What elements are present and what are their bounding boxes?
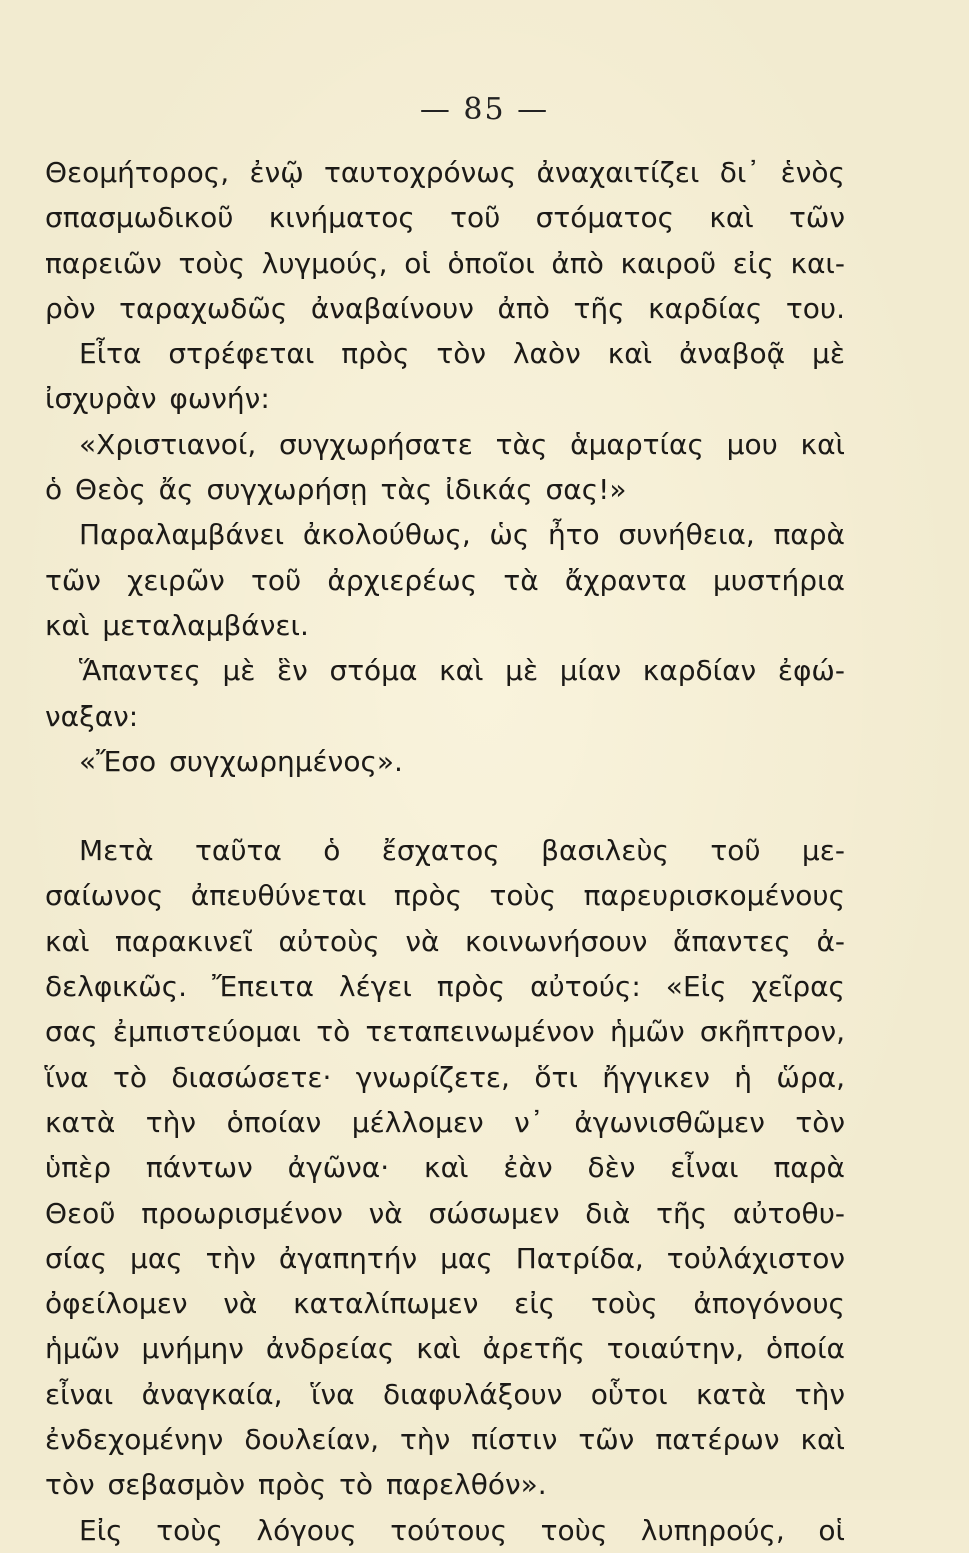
- text-line: σπασμωδικοῦ κινήματος τοῦ στόματος καὶ τῶν: [45, 201, 845, 235]
- text-line: καὶ μεταλαμβάνει.: [45, 608, 309, 642]
- text-line: σαίωνος ἀπευθύνεται πρὸς τοὺς παρευρισκομένους: [45, 879, 845, 913]
- text-line: κατὰ τὴν ὁποίαν μέλλομεν ν᾽ ἀγωνισθῶμεν τὸν: [45, 1105, 845, 1139]
- text-line: Θεομήτορος, ἐνῷ ταυτοχρόνως ἀναχαιτίζει δι᾽ ἑνὸς: [45, 156, 845, 189]
- text-line: Εἰς τοὺς λόγους τούτους τοὺς λυπηρούς, οἱ: [79, 1513, 845, 1547]
- text-line: ὑπὲρ πάντων ἀγῶνα· καὶ ἐὰν δὲν εἶναι παρὰ: [45, 1151, 845, 1185]
- text-line: Ἅπαντες μὲ ἓν στόμα καὶ μὲ μίαν καρδίαν ἐφώ-: [79, 654, 845, 688]
- text-line: «Χριστιανοί, συγχωρήσατε τὰς ἁμαρτίας μου καὶ: [79, 427, 845, 461]
- text-line: Εἶτα στρέφεται πρὸς τὸν λαὸν καὶ ἀναβοᾷ μὲ: [79, 337, 845, 371]
- text-line: ναξαν:: [45, 699, 139, 733]
- text-line: ρὸν ταραχωδῶς ἀναβαίνουν ἀπὸ τῆς καρδίας του.: [45, 291, 845, 325]
- body-text: [45, 150, 845, 1553]
- text-line: σίας μας τὴν ἀγαπητήν μας Πατρίδα, τοὐλάχιστον: [45, 1241, 845, 1275]
- text-line: ἐνδεχομένην δουλείαν, τὴν πίστιν τῶν πατέρων καὶ: [45, 1423, 845, 1457]
- text-line: «Ἔσο συγχωρημένος».: [79, 744, 403, 778]
- text-line: Θεοῦ προωρισμένον νὰ σώσωμεν διὰ τῆς αὐτοθυ-: [45, 1196, 845, 1230]
- text-line: τῶν χειρῶν τοῦ ἀρχιερέως τὰ ἄχραντα μυστήρια: [45, 563, 845, 597]
- text-line: εἶναι ἀναγκαία, ἵνα διαφυλάξουν οὗτοι κατὰ τὴν: [45, 1377, 845, 1411]
- text-line: δελφικῶς. Ἔπειτα λέγει πρὸς αὐτούς: «Εἰς χεῖρας: [45, 970, 845, 1004]
- text-line: παρειῶν τοὺς λυγμούς, οἱ ὁποῖοι ἀπὸ καιροῦ εἰς και-: [45, 246, 845, 280]
- text-line: τὸν σεβασμὸν πρὸς τὸ παρελθόν».: [45, 1468, 547, 1502]
- text-line: Μετὰ ταῦτα ὁ ἔσχατος βασιλεὺς τοῦ με-: [79, 834, 845, 868]
- text-line: ὁ Θεὸς ἄς συγχωρήσῃ τὰς ἰδικάς σας!»: [45, 473, 627, 507]
- text-line: Παραλαμβάνει ἀκολούθως, ὡς ἦτο συνήθεια, παρὰ: [79, 518, 845, 552]
- text-line: ἰσχυρὰν φωνήν:: [45, 382, 270, 416]
- text-line: ἵνα τὸ διασώσετε· γνωρίζετε, ὅτι ἤγγικεν ἡ ὥρα,: [45, 1060, 845, 1094]
- text-line: ἡμῶν μνήμην ἀνδρείας καὶ ἀρετῆς τοιαύτην, ὁποία: [45, 1332, 845, 1366]
- text-line: ὀφείλομεν νὰ καταλίπωμεν εἰς τοὺς ἀπογόνους: [45, 1287, 845, 1321]
- text-line: καὶ παρακινεῖ αὐτοὺς νὰ κοινωνήσουν ἅπαντες ἀ-: [45, 924, 845, 958]
- page-number: — 85 —: [419, 92, 550, 127]
- paragraph-gap: [45, 784, 845, 828]
- text-line: σας ἐμπιστεύομαι τὸ τεταπεινωμένον ἡμῶν σκῆπτρον,: [45, 1015, 845, 1049]
